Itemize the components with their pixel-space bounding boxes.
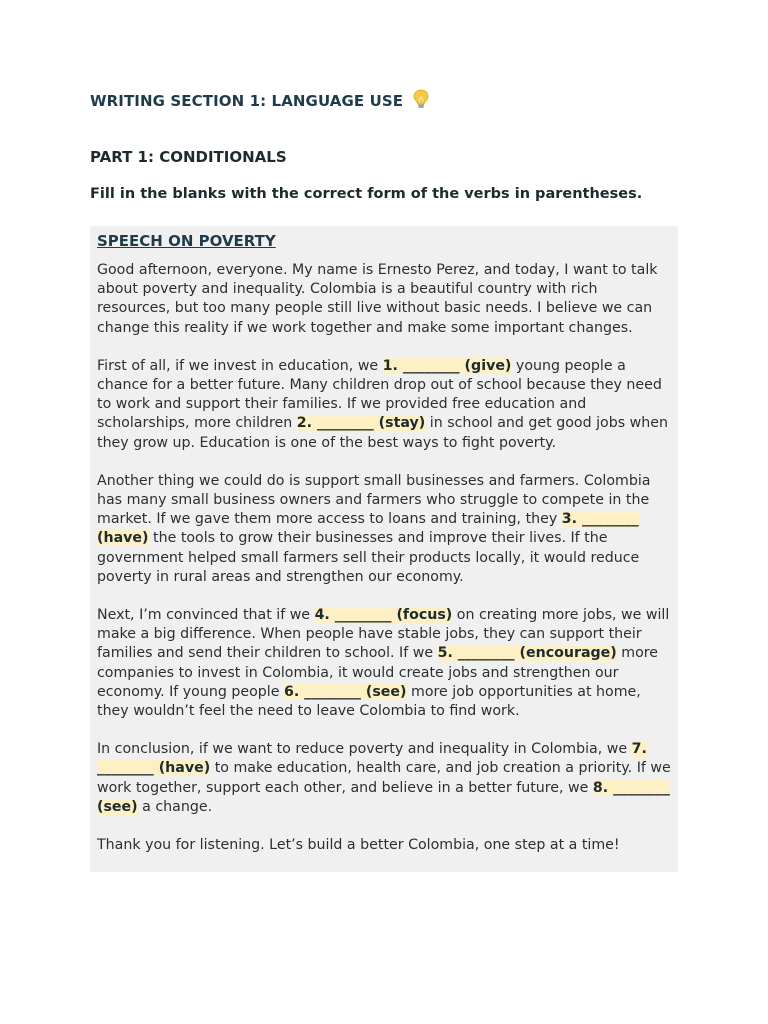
speech-paragraph-education xyxy=(97,357,671,453)
paragraph-text: a change. xyxy=(137,798,213,815)
speech-title: SPEECH ON POVERTY xyxy=(97,232,276,250)
lightbulb-icon xyxy=(412,89,430,109)
blank-6[interactable]: 6. ________ (see) xyxy=(283,683,407,700)
paragraph-text: First of all, if we invest in education, we xyxy=(97,357,383,374)
part-title: PART 1: CONDITIONALS xyxy=(90,148,287,166)
paragraph-text: Another thing we could do is support small businesses and farmers. Colombia has many small business owners and farmers who struggle to compete in the market. If we gave them more access to loans and training, they xyxy=(97,472,651,528)
paragraph-text: in school and get good jobs when they grow up. Education is one of the best ways to fight poverty. xyxy=(97,415,668,451)
paragraph-text: to make education, health care, and job creation a priority. If we work together, support each other, and believe in a better future, we xyxy=(97,760,671,796)
speech-paragraph-conclusion xyxy=(97,740,671,817)
blank-5[interactable]: 5. ________ (encourage) xyxy=(437,645,617,662)
blank-3[interactable]: 3. ________ (have) xyxy=(97,511,639,547)
blank-4[interactable]: 4. ________ (focus) xyxy=(314,607,453,624)
section-title-text: WRITING SECTION 1: LANGUAGE USE xyxy=(90,92,404,110)
instruction-text: Fill in the blanks with the correct form of the verbs in parentheses. xyxy=(90,186,643,202)
speech-paragraph-closing: Thank you for listening. Let’s build a better Colombia, one step at a time! xyxy=(97,837,620,854)
paragraph-text: more companies to invest in Colombia, it would create jobs and strengthen our economy. If young people xyxy=(97,645,659,700)
speech-paragraph-intro: Good afternoon, everyone. My name is Ernesto Perez, and today, I want to talk about poverty and inequality. Colombia is a beautiful country with rich resources, but too many people still live without basic needs. I believe we can change this reality if we work together and make some important changes. xyxy=(97,262,658,336)
blank-7[interactable]: 7. ________ (have) xyxy=(97,741,647,777)
speech-paragraph-jobs xyxy=(97,606,671,721)
blank-2[interactable]: 2. ________ (stay) xyxy=(296,415,426,432)
paragraph-text: In conclusion, if we want to reduce poverty and inequality in Colombia, we xyxy=(97,741,632,758)
paragraph-text: more job opportunities at home, they wouldn’t feel the need to leave Colombia to find work. xyxy=(97,683,641,720)
speech-paragraph-businesses xyxy=(97,472,671,587)
speech-box xyxy=(90,226,678,872)
paragraph-text: Next, I’m convinced that if we xyxy=(97,607,315,624)
paragraph-text: on creating more jobs, we will make a big difference. When people have stable jobs, they can support their families and send their children to school. If we xyxy=(97,607,670,662)
section-title xyxy=(90,89,430,110)
paragraph-text: the tools to grow their businesses and improve their lives. If the government helped small farmers sell their products locally, it would reduce poverty in rural areas and strengthen our economy. xyxy=(97,530,640,585)
blank-1[interactable]: 1. ________ (give) xyxy=(382,357,512,374)
blank-8[interactable]: 8. ________ (see) xyxy=(97,779,670,815)
paragraph-text: young people a chance for a better future. Many children drop out of school because they need to work and support their families. If we provided free education and scholarships, more children xyxy=(97,357,662,432)
